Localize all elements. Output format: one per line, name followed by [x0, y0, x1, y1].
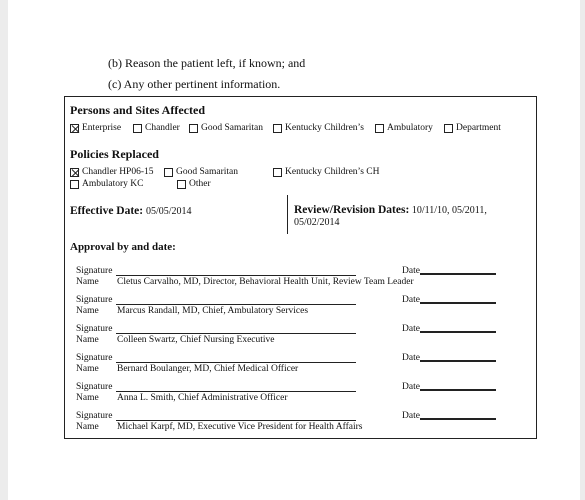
- site-option-label: Chandler: [145, 123, 180, 133]
- site-option-label: Good Samaritan: [201, 123, 264, 133]
- approver-name: Colleen Swartz, Chief Nursing Executive: [117, 335, 275, 345]
- policies-title: Policies Replaced: [70, 147, 159, 161]
- site-option-ambulatory[interactable]: [375, 123, 433, 133]
- approval-row: [65, 266, 536, 290]
- signature-line[interactable]: [116, 333, 356, 334]
- policy-option-label: Chandler HP06-15: [82, 167, 154, 177]
- persons-sites-section: [64, 96, 537, 142]
- site-option-label: Enterprise: [82, 123, 122, 133]
- policy-option-good-samaritan[interactable]: [164, 167, 238, 177]
- dates-section: [64, 195, 537, 235]
- approver-name: Cletus Carvalho, MD, Director, Behavioral Health Unit, Review Team Leader: [117, 277, 414, 287]
- policy-option-other[interactable]: [177, 179, 211, 189]
- date-line[interactable]: [420, 389, 496, 391]
- review-dates-value-2: 05/02/2014: [294, 217, 340, 228]
- approval-row: [65, 324, 536, 348]
- approval-row: [65, 382, 536, 406]
- policy-option-label: Other: [189, 179, 211, 189]
- approver-name: Marcus Randall, MD, Chief, Ambulatory Services: [117, 306, 309, 316]
- policy-option-kentucky-childrens[interactable]: [273, 167, 379, 177]
- date-line[interactable]: [420, 331, 496, 333]
- name-label: Name: [76, 306, 99, 316]
- effective-date-label: Effective Date:: [70, 205, 144, 217]
- signature-label: Signature: [76, 411, 113, 421]
- name-label: Name: [76, 364, 99, 374]
- approval-row: [65, 295, 536, 319]
- signature-label: Signature: [76, 266, 113, 276]
- date-label: Date: [402, 382, 420, 392]
- intro-item-b: (b) Reason the patient left, if known; and: [108, 56, 306, 70]
- checkbox[interactable]: [273, 168, 282, 177]
- approval-title: Approval by and date:: [70, 241, 176, 253]
- review-dates-value: 10/11/10, 05/2011,: [411, 205, 487, 216]
- approver-name: Bernard Boulanger, MD, Chief Medical Officer: [117, 364, 299, 374]
- date-line[interactable]: [420, 302, 496, 304]
- policies-replaced-section: [64, 140, 537, 196]
- checkbox[interactable]: [133, 124, 142, 133]
- site-option-chandler[interactable]: [133, 123, 180, 133]
- signature-label: Signature: [76, 295, 113, 305]
- policy-option-chandler[interactable]: [70, 167, 154, 177]
- signature-label: Signature: [76, 382, 113, 392]
- date-line[interactable]: [420, 418, 496, 420]
- approver-name: Anna L. Smith, Chief Administrative Officer: [117, 393, 288, 403]
- document-page: [8, 0, 580, 500]
- date-line[interactable]: [420, 273, 496, 275]
- review-dates-label: Review/Revision Dates:: [294, 204, 410, 216]
- date-label: Date: [402, 353, 420, 363]
- name-label: Name: [76, 277, 99, 287]
- checkbox[interactable]: [444, 124, 453, 133]
- name-label: Name: [76, 393, 99, 403]
- signature-label: Signature: [76, 353, 113, 363]
- site-option-kentucky-childrens[interactable]: [273, 123, 364, 133]
- site-option-label: Ambulatory: [387, 123, 433, 133]
- persons-sites-title: Persons and Sites Affected: [70, 103, 205, 117]
- effective-date-value: 05/05/2014: [146, 206, 192, 217]
- site-option-good-samaritan[interactable]: [189, 123, 263, 133]
- signature-line[interactable]: [116, 275, 356, 276]
- approval-row: [65, 353, 536, 377]
- policy-option-label: Good Samaritan: [176, 167, 239, 177]
- name-label: Name: [76, 335, 99, 345]
- approval-section: [64, 234, 537, 439]
- approver-name: Michael Karpf, MD, Executive Vice President for Health Affairs: [117, 422, 363, 432]
- date-label: Date: [402, 295, 420, 305]
- intro-item-c: (c) Any other pertinent information.: [108, 77, 281, 91]
- date-label: Date: [402, 324, 420, 334]
- signature-line[interactable]: [116, 391, 356, 392]
- site-option-enterprise[interactable]: [70, 123, 121, 133]
- checkbox[interactable]: [177, 180, 186, 189]
- site-option-label: Department: [456, 123, 501, 133]
- date-line[interactable]: [420, 360, 496, 362]
- policy-option-label: Kentucky Children’s CH: [285, 167, 380, 177]
- effective-date: [70, 205, 192, 217]
- date-label: Date: [402, 266, 420, 276]
- date-label: Date: [402, 411, 420, 421]
- checkbox[interactable]: [189, 124, 198, 133]
- site-option-department[interactable]: [444, 123, 501, 133]
- checkbox[interactable]: [70, 124, 79, 133]
- name-label: Name: [76, 422, 99, 432]
- signature-line[interactable]: [116, 420, 356, 421]
- checkbox[interactable]: [273, 124, 282, 133]
- signature-line[interactable]: [116, 304, 356, 305]
- signature-line[interactable]: [116, 362, 356, 363]
- policy-option-label: Ambulatory KC: [82, 179, 144, 189]
- checkbox[interactable]: [70, 180, 79, 189]
- review-dates: [294, 204, 530, 229]
- checkbox[interactable]: [375, 124, 384, 133]
- dates-divider: [287, 195, 288, 234]
- signature-label: Signature: [76, 324, 113, 334]
- checkbox[interactable]: [70, 168, 79, 177]
- checkbox[interactable]: [164, 168, 173, 177]
- site-option-label: Kentucky Children’s: [285, 123, 364, 133]
- approval-row: [65, 411, 536, 435]
- policy-option-ambulatory-kc[interactable]: [70, 179, 143, 189]
